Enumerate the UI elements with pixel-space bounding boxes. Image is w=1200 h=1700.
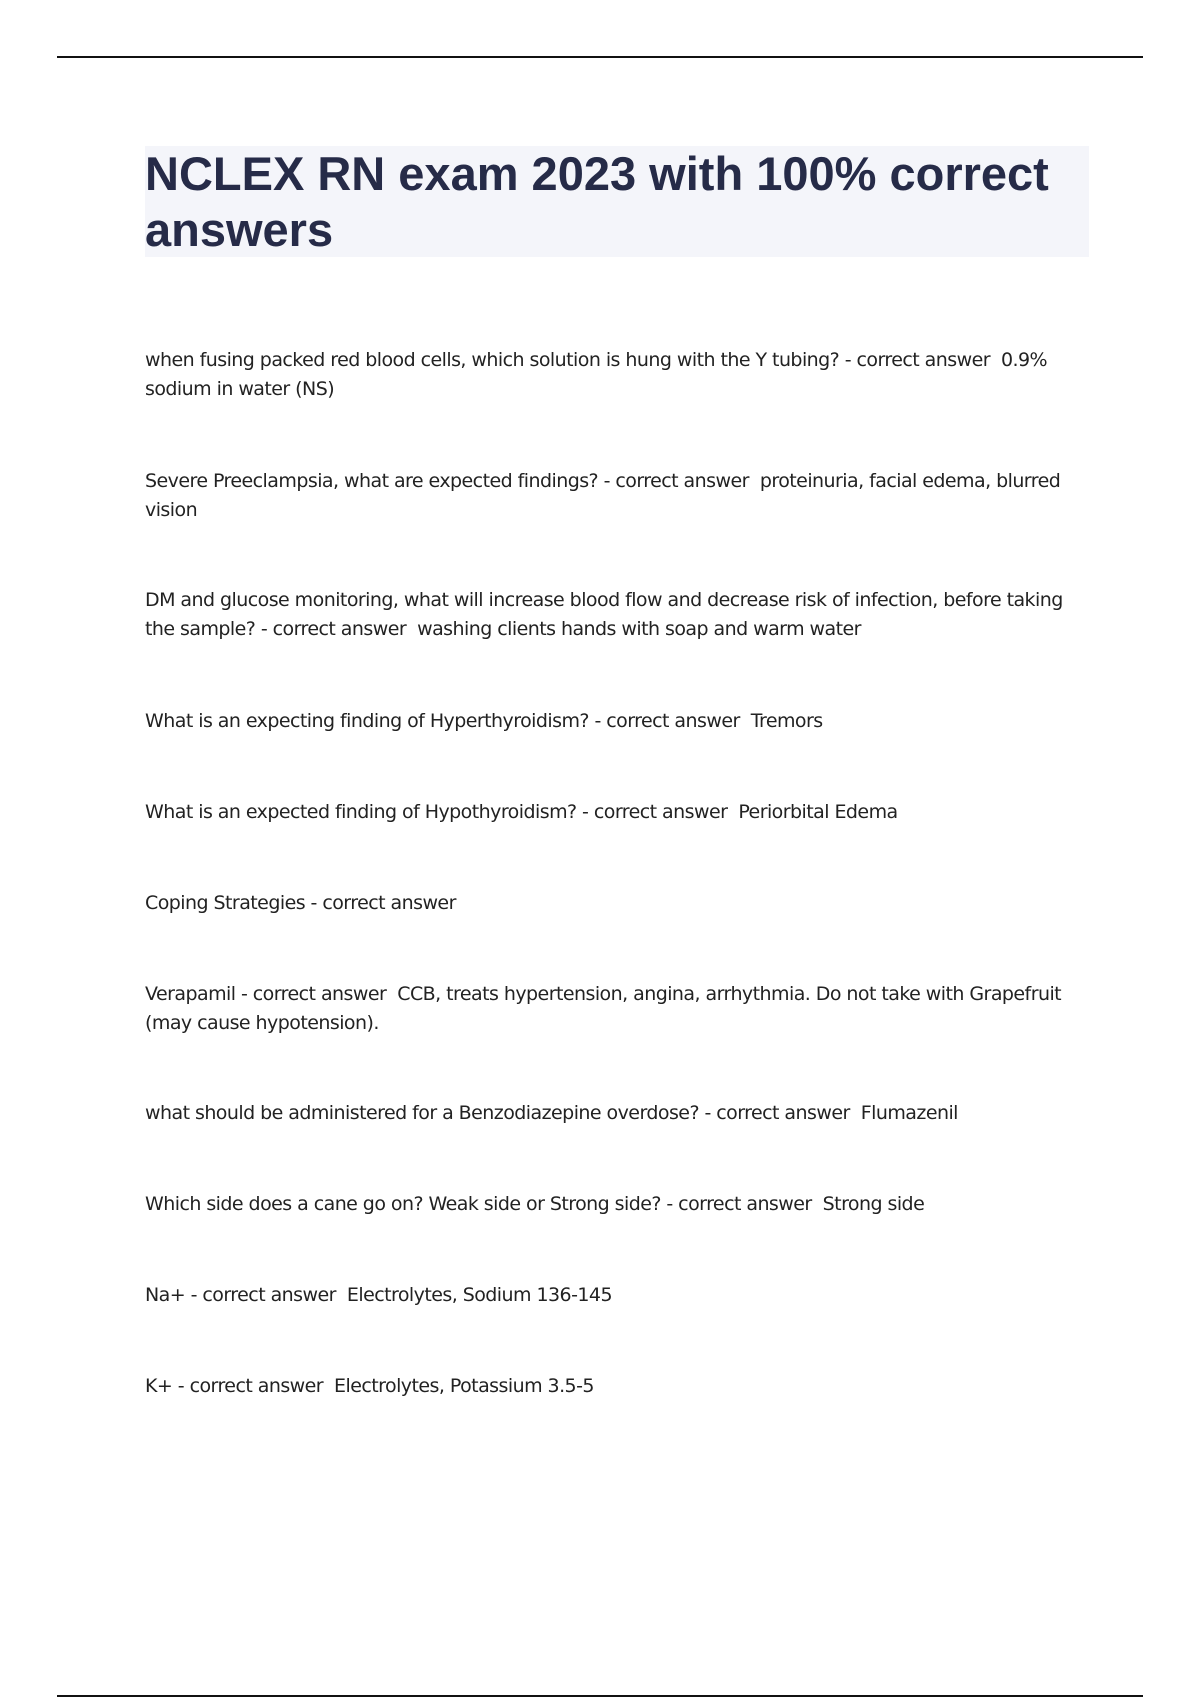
qa-item-6: Coping Strategies - correct answer — [145, 892, 456, 914]
top-rule — [57, 56, 1143, 58]
qa-item-4: What is an expecting finding of Hyperthyroidism? - correct answer Tremors — [145, 710, 823, 732]
qa-item-1: when fusing packed red blood cells, which solution is hung with the Y tubing? - correct answer 0.9% sodium in water (NS) — [145, 349, 1053, 400]
document-title: NCLEX RN exam 2023 with 100% correct answers — [145, 146, 1089, 257]
qa-item-7: Verapamil - correct answer CCB, treats hypertension, angina, arrhythmia. Do not take with Grapefruit (may cause hypotension). — [145, 983, 1067, 1034]
qa-item-10: Na+ - correct answer Electrolytes, Sodium 136-145 — [145, 1284, 613, 1306]
qa-item-2: Severe Preeclampsia, what are expected findings? - correct answer proteinuria, facial edema, blurred vision — [145, 470, 1066, 521]
qa-item-5: What is an expected finding of Hypothyroidism? - correct answer Periorbital Edema — [145, 801, 898, 823]
qa-item-8: what should be administered for a Benzodiazepine overdose? - correct answer Flumazenil — [145, 1102, 958, 1124]
qa-item-11: K+ - correct answer Electrolytes, Potassium 3.5-5 — [145, 1375, 594, 1397]
qa-item-3: DM and glucose monitoring, what will increase blood flow and decrease risk of infection, before taking the sample? - correct answer washing clients hands with soap and warm water — [145, 589, 1069, 640]
qa-item-9: Which side does a cane go on? Weak side or Strong side? - correct answer Strong side — [145, 1193, 925, 1215]
bottom-rule — [57, 1695, 1143, 1697]
